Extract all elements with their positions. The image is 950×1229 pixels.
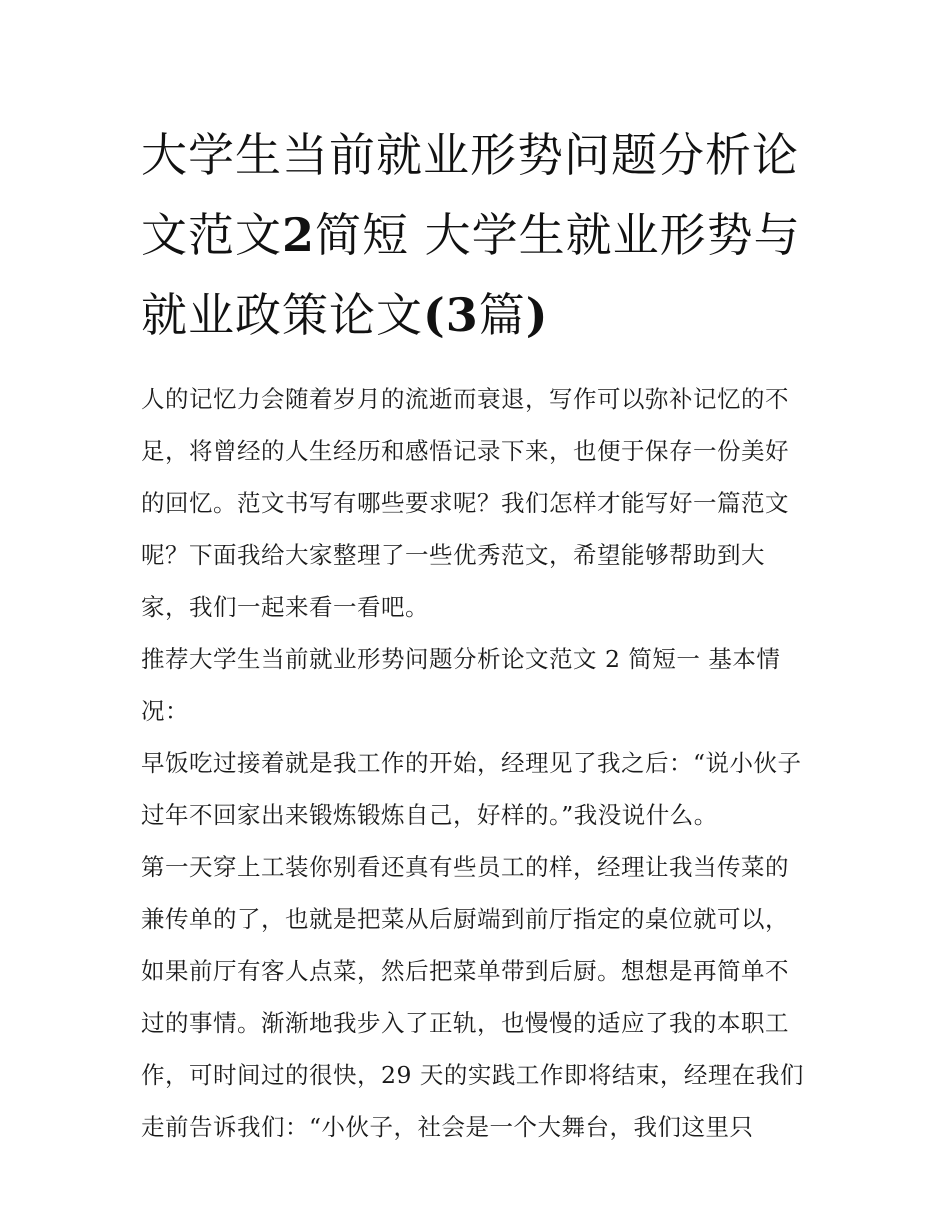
title-part: 2 xyxy=(282,208,316,262)
title-part: 简短 大学生就业形势与就业政策论文 xyxy=(141,208,801,342)
intro-paragraph: 人的记忆力会随着岁月的流逝而衰退，写作可以弥补记忆的不足，将曾经的人生经历和感悟记录下来，也便于保存一份美好的回忆。范文书写有哪些要求呢？我们怎样才能写好一篇范文呢？下面我给大家整理了一些优秀范文，希望能够帮助到大家，我们一起来看一看吧。 xyxy=(141,385,789,621)
title-part: ) xyxy=(525,288,549,342)
document-title xyxy=(141,115,810,355)
title-part: (3 xyxy=(423,288,479,342)
recommend-paragraph: 推荐大学生当前就业形势问题分析论文范文 2 简短一 基本情况： xyxy=(141,645,781,725)
body-paragraph: 早饭吃过接着就是我工作的开始，经理见了我之后：“说小伙子过年不回家出来锻炼锻炼自己，好样的。”我没说什么。 xyxy=(141,749,802,829)
title-part: 大学生当前就业形势问题分析论文范文 xyxy=(141,128,799,262)
body-paragraph: 第一天穿上工装你别看还真有些员工的样，经理让我当传菜的兼传单的了，也就是把菜从后厨端到前厅指定的桌位就可以，如果前厅有客人点菜，然后把菜单带到后厨。想想是再简单不过的事情。渐渐地我步入了正轨，也慢慢的适应了我的本职工作，可时间过的很快，29 天的实践工作即将结束，经理在我们走前告诉我们：“小伙子，社会是一个大舞台，我们这里只 xyxy=(141,853,804,1141)
title-part: 篇 xyxy=(478,288,526,342)
document-body xyxy=(141,373,810,1153)
